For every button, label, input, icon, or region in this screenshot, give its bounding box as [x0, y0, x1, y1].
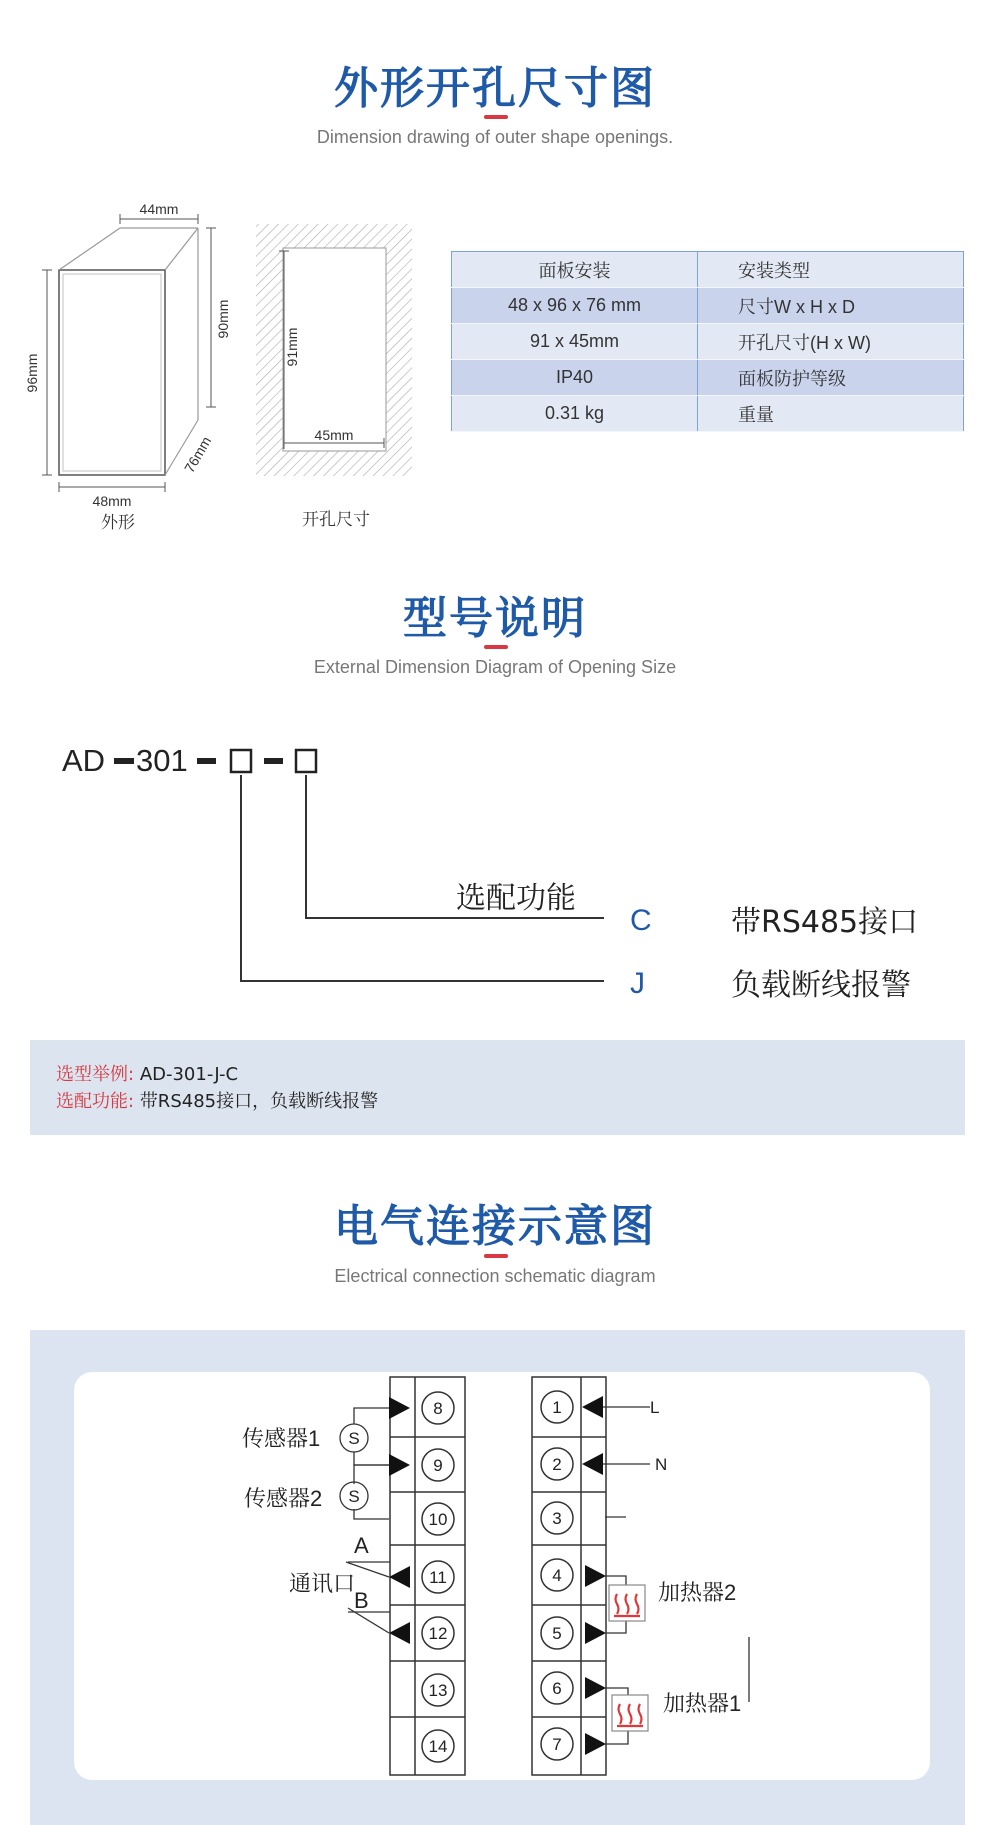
spec-table — [451, 251, 964, 432]
comm-b-label: B — [354, 1588, 369, 1613]
example-value: AD-301-J-C — [139, 1064, 239, 1085]
terminal-7: 7 — [552, 1735, 562, 1754]
table-row — [452, 288, 964, 324]
terminal-6: 6 — [552, 1679, 562, 1698]
terminal-8: 8 — [433, 1399, 443, 1418]
model-number: 301 — [136, 743, 188, 778]
table-header-row — [452, 252, 964, 288]
cutout-width: 45mm — [314, 427, 354, 443]
option-code-c: C — [630, 904, 652, 937]
example-line-2 — [56, 1087, 378, 1113]
sensor-symbol: S — [348, 1429, 360, 1448]
example-label: 选型举例: — [56, 1064, 135, 1085]
terminal-3: 3 — [552, 1509, 562, 1528]
table-cell: 开孔尺寸(H x W) — [698, 324, 964, 360]
terminal-11: 11 — [429, 1568, 447, 1587]
terminal-14: 14 — [428, 1737, 448, 1756]
cutout-label: 开孔尺寸 — [302, 510, 370, 530]
option-desc-j: 负载断线报警 — [731, 968, 911, 1003]
table-row — [452, 324, 964, 360]
terminal-4: 4 — [552, 1566, 562, 1585]
terminal-13: 13 — [428, 1681, 448, 1700]
option-label: 选配功能 — [456, 881, 576, 916]
heater1-icon — [612, 1695, 648, 1731]
terminal-1: 1 — [552, 1398, 562, 1417]
table-row — [452, 396, 964, 432]
heater1-label: 加热器1 — [663, 1691, 742, 1716]
section3-title: 电气连接示意图 — [334, 1201, 656, 1252]
terminal-9: 9 — [433, 1456, 443, 1475]
table-header-cell: 安装类型 — [698, 252, 964, 288]
power-n-label: N — [655, 1455, 668, 1474]
dim-height-left: 96mm — [24, 353, 40, 393]
section1-title: 外形开孔尺寸图 — [334, 63, 656, 114]
table-header-cell: 面板安装 — [452, 252, 698, 288]
table-cell: IP40 — [452, 360, 698, 396]
model-prefix: AD — [62, 743, 106, 778]
dim-height-right: 90mm — [215, 299, 231, 339]
model-code-diagram — [0, 720, 990, 1020]
example-line-1 — [56, 1060, 238, 1086]
terminal-5: 5 — [552, 1624, 562, 1643]
sensor-symbol: S — [348, 1487, 360, 1506]
terminal-12: 12 — [428, 1624, 448, 1643]
heater2-label: 加热器2 — [658, 1580, 737, 1605]
outer-shape-box — [59, 228, 198, 475]
section1-subtitle: Dimension drawing of outer shape openings. — [316, 127, 674, 147]
dim-width-bottom: 48mm — [92, 493, 132, 509]
sensor2-label: 传感器2 — [244, 1486, 323, 1511]
option-box-2 — [296, 750, 316, 772]
wiring-diagram — [0, 1372, 990, 1780]
table-cell: 48 x 96 x 76 mm — [452, 288, 698, 324]
option-box-1 — [231, 750, 251, 772]
power-l-label: L — [650, 1398, 660, 1417]
table-cell: 0.31 kg — [452, 396, 698, 432]
sensor1-label: 传感器1 — [242, 1426, 321, 1451]
option-code-j: J — [630, 967, 645, 1000]
example-label: 选配功能: — [56, 1091, 135, 1112]
cutout-height: 91mm — [284, 327, 300, 367]
comm-a-label: A — [354, 1533, 369, 1558]
terminal-2: 2 — [552, 1455, 562, 1474]
section2-subtitle: External Dimension Diagram of Opening Size — [313, 657, 677, 677]
outer-shape-label: 外形 — [101, 513, 135, 533]
title-divider — [484, 115, 508, 119]
comm-port-label: 通讯口 — [289, 1571, 356, 1596]
title-divider — [484, 1254, 508, 1258]
selection-example — [30, 1040, 965, 1135]
table-cell: 重量 — [698, 396, 964, 432]
example-value: 带RS485接口，负载断线报警 — [139, 1091, 379, 1112]
dimension-drawing — [20, 195, 440, 545]
section2-title: 型号说明 — [403, 593, 587, 644]
dim-width-top: 44mm — [139, 201, 179, 217]
table-cell: 尺寸W x H x D — [698, 288, 964, 324]
table-cell: 面板防护等级 — [698, 360, 964, 396]
terminal-10: 10 — [428, 1510, 448, 1529]
dim-depth: 76mm — [181, 433, 215, 476]
title-divider — [484, 645, 508, 649]
heater2-icon — [609, 1585, 645, 1621]
table-cell: 91 x 45mm — [452, 324, 698, 360]
section3-subtitle: Electrical connection schematic diagram — [334, 1266, 656, 1286]
option-desc-c: 带RS485接口 — [731, 905, 919, 940]
table-row — [452, 360, 964, 396]
